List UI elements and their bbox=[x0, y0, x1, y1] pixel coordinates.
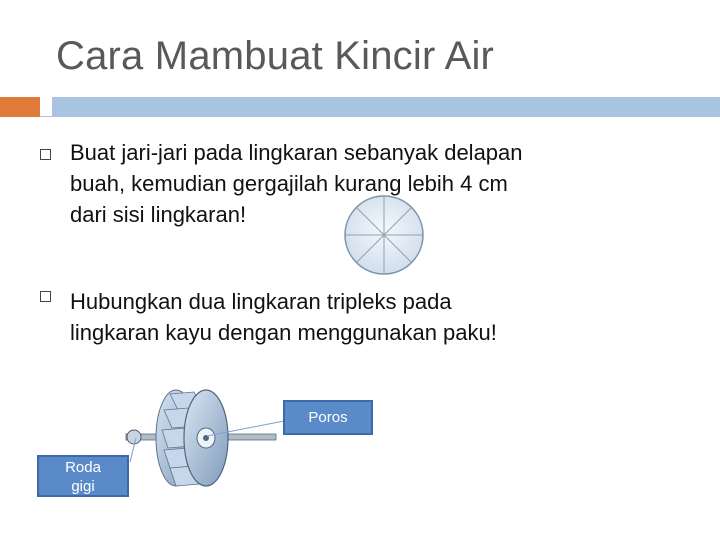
bullet-text-1: Buat jari-jari pada lingkaran sebanyak delapan buah, kemudian gergajilah kurang lebih 4 cm dari sisi lingkaran! bbox=[70, 140, 523, 227]
callout-roda-gigi: Roda gigi bbox=[37, 455, 129, 497]
slide-title: Cara Mambuat Kincir Air bbox=[56, 34, 495, 78]
bullet-text-2: Hubungkan dua lingkaran tripleks pada lingkaran kayu dengan menggunakan paku! bbox=[70, 289, 497, 345]
callout-poros: Poros bbox=[283, 400, 373, 435]
